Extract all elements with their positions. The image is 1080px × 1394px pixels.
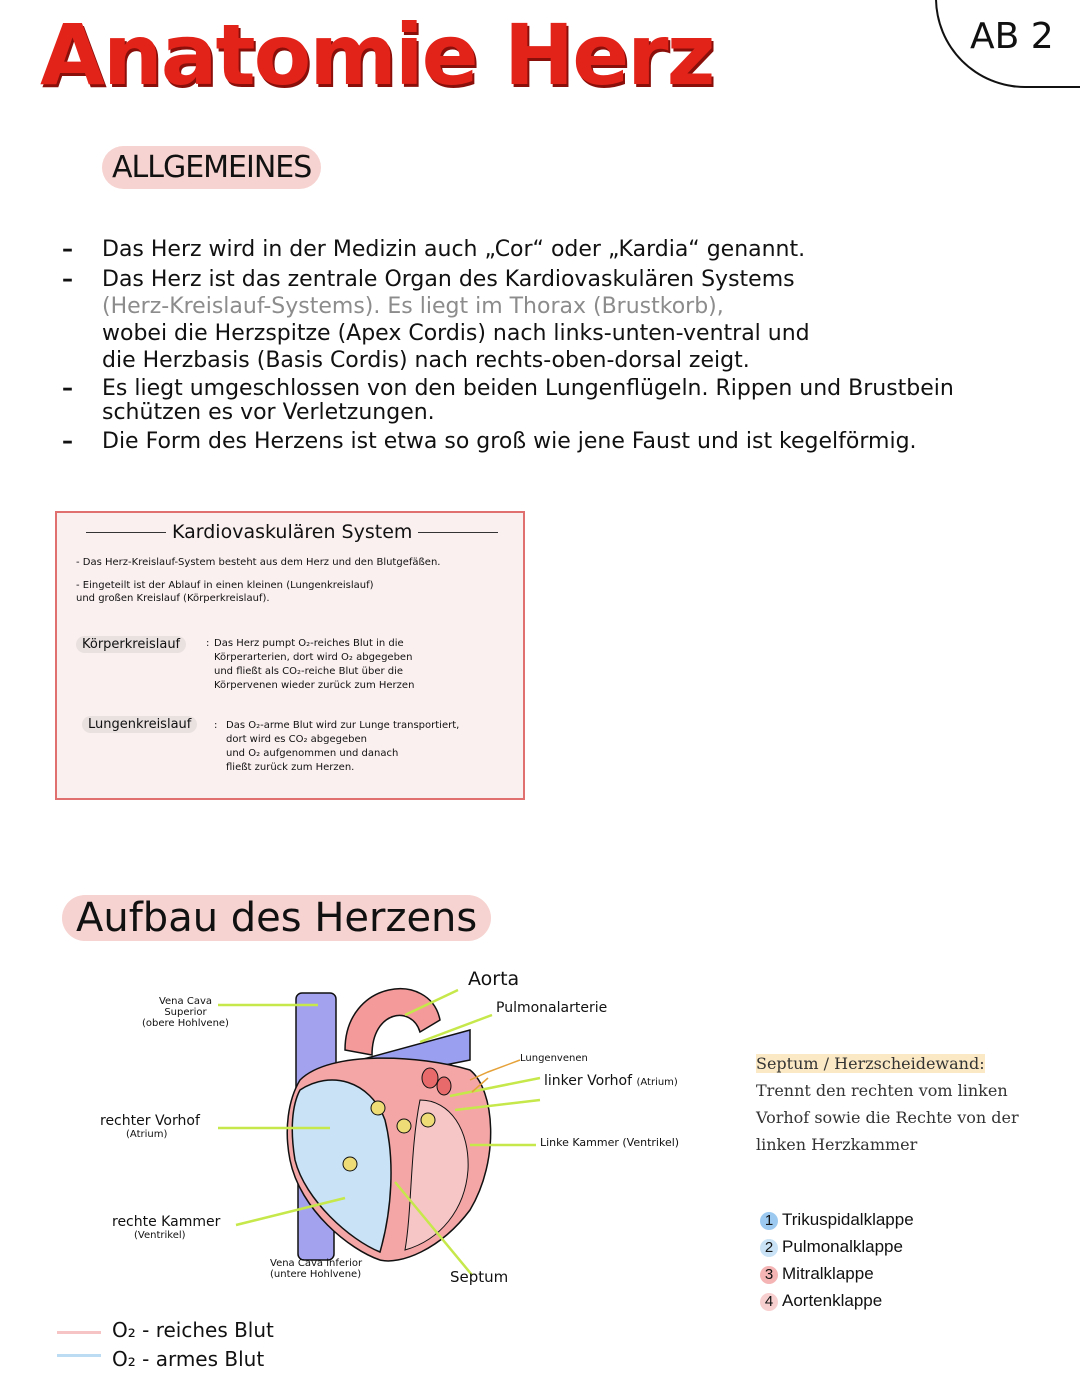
valve-name: Pulmonalklappe: [782, 1237, 903, 1256]
bullet-text: die Herzbasis (Basis Cordis) nach rechts-oben-dorsal zeigt.: [102, 348, 750, 373]
bullet-text: Das Herz ist das zentrale Organ des Kardiovaskulären Systems: [102, 267, 795, 292]
label-lungenvenen: Lungenvenen: [520, 1053, 588, 1064]
valve-legend-item: [760, 1291, 882, 1311]
lungenvene-shape: [422, 1068, 438, 1088]
lungenkreislauf-label: Lungenkreislauf: [82, 716, 197, 733]
label-septum: Septum: [450, 1268, 509, 1286]
valve-number: 3: [760, 1266, 778, 1284]
valve-marker: [421, 1113, 435, 1127]
valve-number: 1: [760, 1212, 778, 1230]
valve-name: Mitralklappe: [782, 1264, 874, 1283]
bullet-text: Die Form des Herzens ist etwa so groß wie jene Faust und ist kegelförmig.: [102, 429, 917, 454]
koerperkreislauf-label: Körperkreislauf: [76, 636, 186, 653]
legend-label-o2-arm: O₂ - armes Blut: [112, 1347, 265, 1371]
septum-info-line: Vorhof sowie die Rechte von der: [756, 1108, 1019, 1127]
label-rechter-vorhof: rechter Vorhof (Atrium): [100, 1113, 200, 1140]
label-vena-cava-inferior: Vena Cava inferior (untere Hohlvene): [270, 1258, 363, 1280]
label-aorta: Aorta: [468, 968, 520, 990]
label-linke-kammer: Linke Kammer (Ventrikel): [540, 1136, 680, 1149]
legend-swatch-o2-reich: [57, 1331, 101, 1334]
lungenkreislauf-text: Das O₂-arme Blut wird zur Lunge transportiert,: [226, 720, 460, 731]
valve-number: 4: [760, 1293, 778, 1311]
bullet-text: schützen es vor Verletzungen.: [102, 400, 435, 425]
section-heading-allgemeines: ALLGEMEINES: [102, 146, 321, 189]
septum-info: [756, 1050, 1056, 1158]
page-title: Anatomie Herz: [40, 6, 714, 104]
septum-info-heading: Septum / Herzscheidewand:: [756, 1054, 985, 1073]
colon: :: [206, 638, 210, 649]
info-box-title: [80, 521, 500, 543]
label-linker-vorhof: linker Vorhof (Atrium): [544, 1073, 678, 1089]
koerperkreislauf-text: Körperarterien, dort wird O₂ abgegeben: [214, 652, 413, 663]
valve-number: 2: [760, 1239, 778, 1257]
heart-diagram: [0, 960, 760, 1340]
colon: :: [214, 720, 218, 731]
lungenkreislauf-text: fließt zurück zum Herzen.: [226, 762, 355, 773]
septum-info-line: linken Herzkammer: [756, 1135, 918, 1154]
lungenvene-shape: [437, 1077, 451, 1095]
koerperkreislauf-text: Das Herz pumpt O₂-reiches Blut in die: [214, 638, 404, 649]
valve-marker: [343, 1157, 357, 1171]
lungenkreislauf-text: und O₂ aufgenommen und danach: [226, 748, 399, 759]
valve-legend-item: [760, 1264, 874, 1284]
bullet-text: (Herz-Kreislauf-Systems). Es liegt im Thorax (Brustkorb),: [102, 294, 724, 319]
info-box-title-text: Kardiovaskulären System: [172, 521, 413, 543]
section-heading-aufbau: Aufbau des Herzens: [62, 895, 491, 941]
info-box-intro-line: und großen Kreislauf (Körperkreislauf).: [76, 593, 270, 604]
label-rechte-kammer: rechte Kammer (Ventrikel): [112, 1214, 221, 1241]
koerperkreislauf-text: Körpervenen wieder zurück zum Herzen: [214, 680, 415, 691]
bullet-text: Es liegt umgeschlossen von den beiden Lungenflügeln. Rippen und Brustbein: [102, 376, 954, 401]
septum-info-line: Trennt den rechten vom linken: [756, 1081, 1008, 1100]
info-box-intro-line: - Eingeteilt ist der Ablauf in einen kleinen (Lungenkreislauf): [76, 580, 374, 591]
valve-marker: [371, 1101, 385, 1115]
label-vena-cava-superior: Vena Cava Superior (obere Hohlvene): [142, 996, 229, 1029]
sheet-label: AB 2: [970, 16, 1054, 57]
lungenkreislauf-text: dort wird es CO₂ abgegeben: [226, 734, 367, 745]
legend-swatch-o2-arm: [57, 1354, 101, 1357]
bullet-text: Das Herz wird in der Medizin auch „Cor“ oder „Kardia“ genannt.: [102, 237, 806, 262]
bullet-text: wobei die Herzspitze (Apex Cordis) nach links-unten-ventral und: [102, 321, 810, 346]
valve-name: Aortenklappe: [782, 1291, 883, 1310]
valve-legend-item: [760, 1210, 914, 1230]
leader-line: [470, 1060, 520, 1080]
info-box-intro-line: - Das Herz-Kreislauf-System besteht aus dem Herz und den Blutgefäßen.: [76, 557, 441, 568]
valve-name: Trikuspidalklappe: [782, 1210, 914, 1229]
valve-marker: [397, 1119, 411, 1133]
label-pulmonalarterie: Pulmonalarterie: [496, 1000, 608, 1016]
koerperkreislauf-text: und fließt als CO₂-reiche Blut über die: [214, 666, 404, 677]
legend-label-o2-reich: O₂ - reiches Blut: [112, 1318, 274, 1342]
valve-legend-item: [760, 1237, 903, 1257]
